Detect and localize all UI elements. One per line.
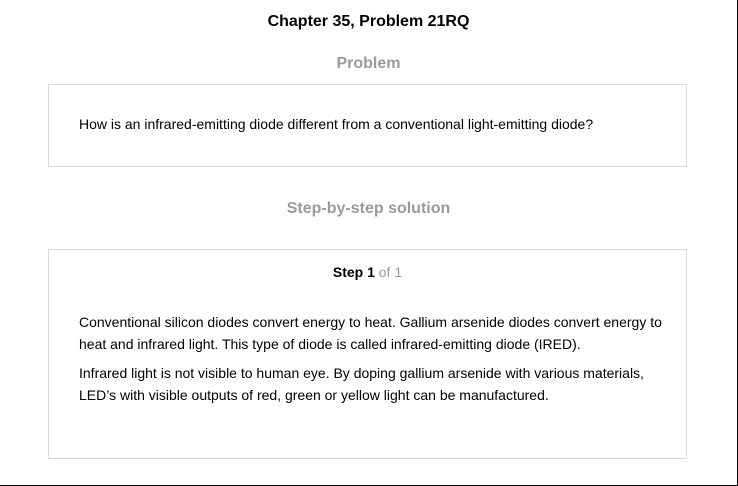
solution-paragraph: Infrared light is not visible to human eye. By doping gallium arsenide with various materials, LED’s with visible outputs of red, green or yellow light can be manufactured. — [79, 365, 644, 403]
step-total: of 1 — [378, 264, 403, 280]
solution-paragraph: Conventional silicon diodes convert energy to heat. Gallium arsenide diodes convert energy to heat and infrared light. This type of diode is called infrared-emitting diode (IRED). — [79, 314, 662, 352]
chapter-title: Chapter 35, Problem 21RQ — [267, 13, 470, 30]
problem-heading: Problem — [336, 55, 401, 72]
problem-card — [48, 84, 687, 167]
solution-card — [48, 249, 687, 459]
step-indicator — [49, 263, 686, 281]
step-number: Step 1 — [332, 264, 375, 280]
problem-text: How is an infrared-emitting diode different from a conventional light-emitting diode? — [79, 116, 594, 132]
solution-body — [79, 311, 669, 413]
solution-heading: Step-by-step solution — [286, 200, 451, 217]
